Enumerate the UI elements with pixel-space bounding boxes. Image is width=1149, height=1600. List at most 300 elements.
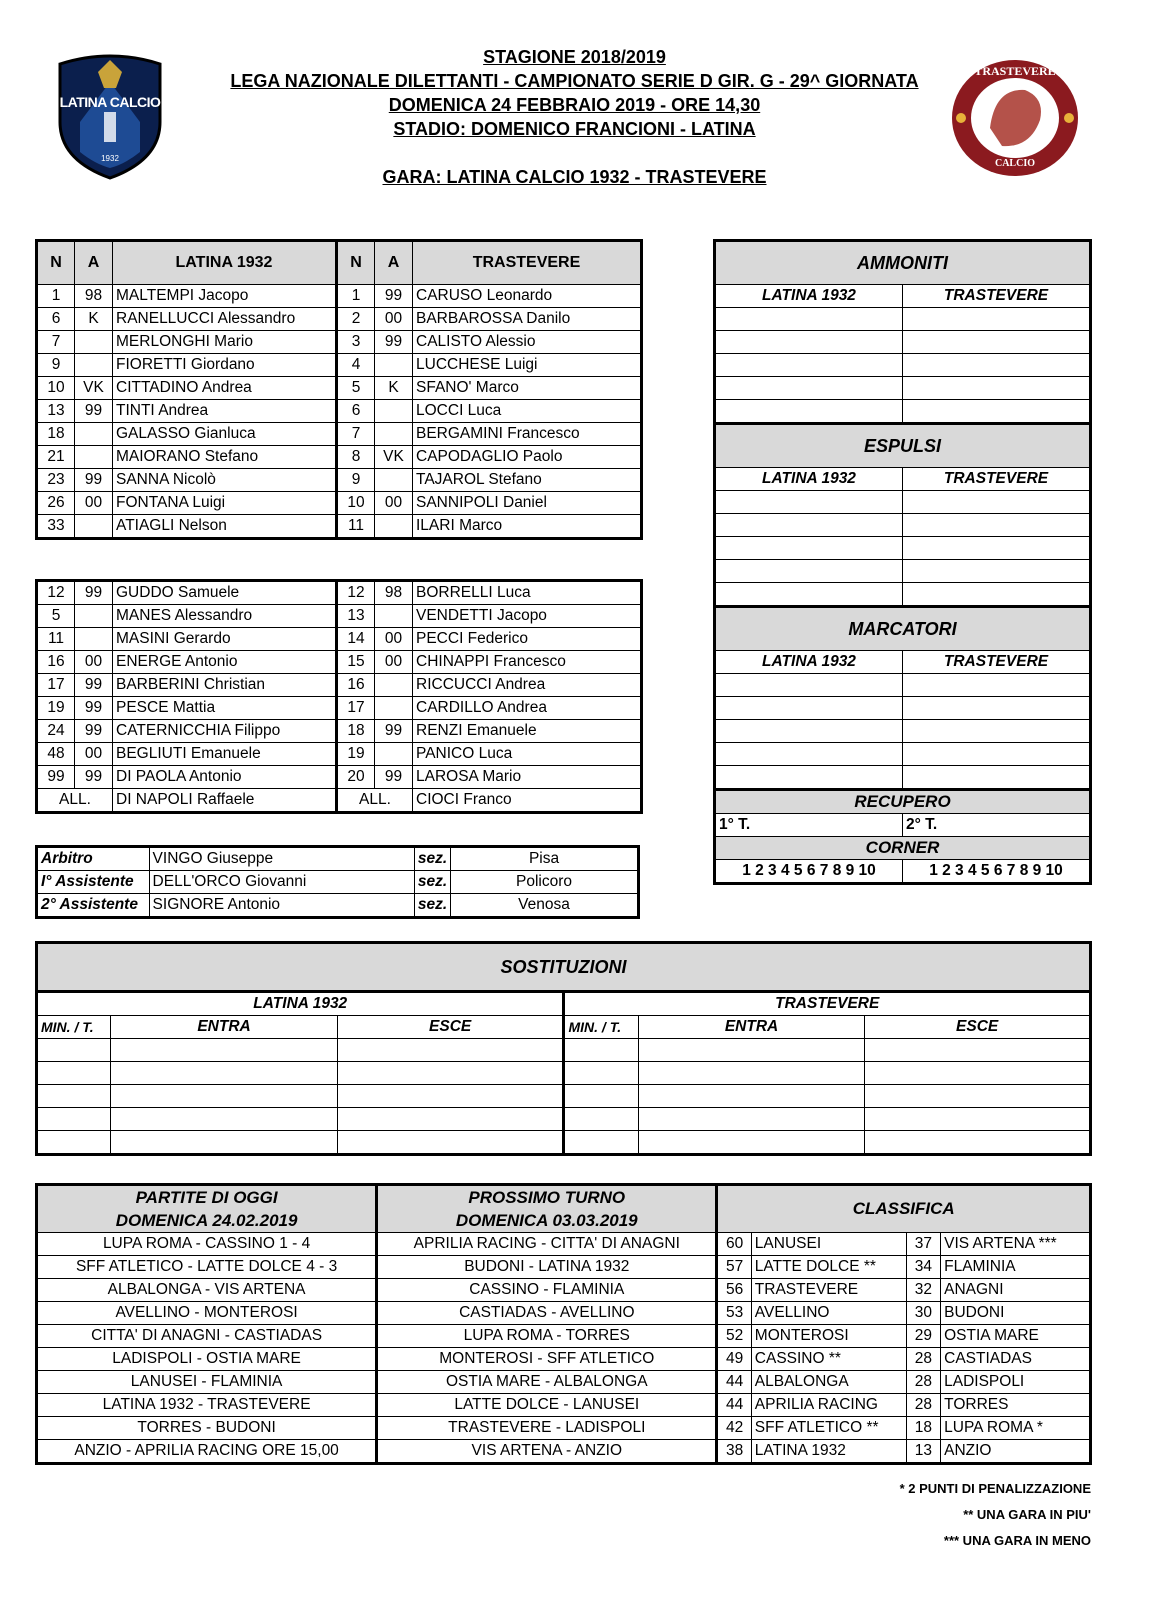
standing-team: VIS ARTENA ***	[941, 1233, 1091, 1256]
away-annotation	[375, 515, 413, 539]
player-row	[37, 400, 642, 423]
home-annotation	[75, 605, 113, 628]
away-number: 4	[337, 354, 375, 377]
substitution-row	[37, 1039, 1091, 1062]
away-annotation: 99	[375, 331, 413, 354]
substitution-row	[37, 1131, 1091, 1155]
away-number: 3	[337, 331, 375, 354]
player-row	[37, 697, 642, 720]
blank-cell	[903, 697, 1091, 720]
blank-cell	[715, 377, 903, 400]
standing-team: AVELLINO	[751, 1302, 906, 1325]
standing-team: OSTIA MARE	[941, 1325, 1091, 1348]
substitutions-table	[35, 941, 1092, 1156]
home-number: 6	[37, 308, 75, 331]
home-number: 11	[37, 628, 75, 651]
marcatori-title: MARCATORI	[715, 607, 1091, 651]
home-player: MASINI Gerardo	[113, 628, 337, 651]
standing-points: 32	[906, 1279, 940, 1302]
next-match: CASSINO - FLAMINIA	[377, 1279, 717, 1302]
blank-cell	[37, 1062, 111, 1085]
results-table	[35, 1183, 1092, 1465]
prox-date: DOMENICA 03.03.2019	[455, 1211, 638, 1230]
standing-team: TRASTEVERE	[751, 1279, 906, 1302]
player-row	[37, 285, 642, 308]
away-number: 15	[337, 651, 375, 674]
blank-cell	[865, 1085, 1091, 1108]
home-player: PESCE Mattia	[113, 697, 337, 720]
away-player: LOCCI Luca	[413, 400, 642, 423]
results-row	[37, 1302, 1091, 1325]
blank-row	[715, 583, 1091, 607]
away-player: PECCI Federico	[413, 628, 642, 651]
prox-header	[377, 1185, 717, 1233]
standing-points: 49	[717, 1348, 751, 1371]
player-row	[37, 492, 642, 515]
blank-cell	[715, 720, 903, 743]
away-player: CHINAPPI Francesco	[413, 651, 642, 674]
results-row	[37, 1348, 1091, 1371]
blank-cell	[903, 583, 1091, 607]
blank-cell	[903, 354, 1091, 377]
oggi-title: PARTITE DI OGGI	[135, 1188, 278, 1207]
official-city: Venosa	[451, 894, 639, 918]
blank-cell	[638, 1085, 865, 1108]
away-number: 7	[337, 423, 375, 446]
blank-cell	[564, 1085, 638, 1108]
home-player: TINTI Andrea	[113, 400, 337, 423]
away-player: PANICO Luca	[413, 743, 642, 766]
coaches-row	[37, 789, 642, 813]
home-number: 23	[37, 469, 75, 492]
official-name: SIGNORE Antonio	[149, 894, 414, 918]
recupero-t1: 1° T.	[715, 814, 903, 837]
blank-cell	[903, 743, 1091, 766]
next-match: LATTE DOLCE - LANUSEI	[377, 1394, 717, 1417]
next-match: BUDONI - LATINA 1932	[377, 1256, 717, 1279]
marcatori-away: TRASTEVERE	[903, 651, 1091, 674]
standing-team: CASTIADAS	[941, 1348, 1091, 1371]
home-annotation: 00	[75, 743, 113, 766]
blank-cell	[865, 1062, 1091, 1085]
home-number: 33	[37, 515, 75, 539]
match-date: DOMENICA 24 FEBBRAIO 2019 - ORE 14,30	[388, 95, 761, 115]
official-sez: sez.	[414, 871, 450, 894]
blank-cell	[337, 1039, 564, 1062]
player-row	[37, 308, 642, 331]
player-row	[37, 674, 642, 697]
player-row	[37, 469, 642, 492]
home-player: MAIORANO Stefano	[113, 446, 337, 469]
standing-team: BUDONI	[941, 1302, 1091, 1325]
standing-points: 30	[906, 1302, 940, 1325]
blank-cell	[865, 1039, 1091, 1062]
blank-cell	[564, 1108, 638, 1131]
away-number: 11	[337, 515, 375, 539]
away-annotation: 99	[375, 285, 413, 308]
away-annotation	[375, 674, 413, 697]
home-player: FIORETTI Giordano	[113, 354, 337, 377]
events-panel	[713, 239, 1092, 885]
away-annotation	[375, 743, 413, 766]
standing-points: 13	[906, 1440, 940, 1464]
substitution-row	[37, 1085, 1091, 1108]
away-player: CALISTO Alessio	[413, 331, 642, 354]
corner-title: CORNER	[715, 837, 1091, 860]
blank-row	[715, 331, 1091, 354]
home-number: 24	[37, 720, 75, 743]
blank-cell	[903, 400, 1091, 424]
classifica-title: CLASSIFICA	[717, 1185, 1091, 1233]
standing-team: LANUSEI	[751, 1233, 906, 1256]
away-annotation: 00	[375, 651, 413, 674]
home-number: 19	[37, 697, 75, 720]
league-title: LEGA NAZIONALE DILETTANTI - CAMPIONATO SERIE D GIR. G - 29^ GIORNATA	[230, 71, 919, 91]
blank-cell	[715, 514, 903, 537]
away-number: 13	[337, 605, 375, 628]
header-a-home: A	[75, 241, 113, 285]
header-a-away: A	[375, 241, 413, 285]
home-annotation: 98	[75, 285, 113, 308]
home-annotation: 00	[75, 492, 113, 515]
today-match: TORRES - BUDONI	[37, 1417, 377, 1440]
officials-table	[35, 845, 640, 919]
espulsi-title: ESPULSI	[715, 424, 1091, 468]
today-match: LATINA 1932 - TRASTEVERE	[37, 1394, 377, 1417]
blank-cell	[111, 1039, 338, 1062]
home-player: ENERGE Antonio	[113, 651, 337, 674]
subs-away-esce: ESCE	[865, 1016, 1091, 1039]
player-row	[37, 720, 642, 743]
away-number: 19	[337, 743, 375, 766]
player-row	[37, 766, 642, 789]
match-title: GARA: LATINA CALCIO 1932 - TRASTEVERE	[382, 167, 767, 187]
away-annotation: 00	[375, 308, 413, 331]
away-annotation	[375, 697, 413, 720]
standing-points: 42	[717, 1417, 751, 1440]
home-number: 16	[37, 651, 75, 674]
away-number: 16	[337, 674, 375, 697]
blank-cell	[638, 1062, 865, 1085]
subs-away-min: MIN. / T.	[564, 1016, 638, 1039]
standing-points: 34	[906, 1256, 940, 1279]
blank-row	[715, 766, 1091, 790]
sostituzioni-title: SOSTITUZIONI	[37, 943, 1091, 992]
coach-away: CIOCI Franco	[413, 789, 642, 813]
away-number: 9	[337, 469, 375, 492]
player-row	[37, 423, 642, 446]
home-player: GUDDO Samuele	[113, 581, 337, 605]
away-number: 14	[337, 628, 375, 651]
official-sez: sez.	[414, 847, 450, 871]
subs-home-entra: ENTRA	[111, 1016, 338, 1039]
home-annotation: 99	[75, 469, 113, 492]
away-annotation: 99	[375, 720, 413, 743]
standing-team: ANAGNI	[941, 1279, 1091, 1302]
player-row	[37, 446, 642, 469]
results-row	[37, 1371, 1091, 1394]
away-number: 18	[337, 720, 375, 743]
blank-row	[715, 491, 1091, 514]
home-annotation: 99	[75, 697, 113, 720]
official-name: VINGO Giuseppe	[149, 847, 414, 871]
home-player: DI PAOLA Antonio	[113, 766, 337, 789]
home-player: RANELLUCCI Alessandro	[113, 308, 337, 331]
blank-cell	[865, 1108, 1091, 1131]
next-match: MONTEROSI - SFF ATLETICO	[377, 1348, 717, 1371]
blank-cell	[715, 560, 903, 583]
note-less-game: *** UNA GARA IN MENO	[943, 1533, 1091, 1548]
home-annotation	[75, 446, 113, 469]
home-annotation	[75, 354, 113, 377]
blank-cell	[37, 1131, 111, 1155]
substitution-row	[37, 1108, 1091, 1131]
away-player: SANNIPOLI Daniel	[413, 492, 642, 515]
blank-cell	[715, 583, 903, 607]
away-number: 10	[337, 492, 375, 515]
away-player: RICCUCCI Andrea	[413, 674, 642, 697]
stadium: STADIO: DOMENICO FRANCIONI - LATINA	[393, 119, 756, 139]
standing-team: LUPA ROMA *	[941, 1417, 1091, 1440]
blank-cell	[715, 697, 903, 720]
standing-team: ALBALONGA	[751, 1371, 906, 1394]
away-player: ILARI Marco	[413, 515, 642, 539]
blank-cell	[337, 1085, 564, 1108]
away-number: 2	[337, 308, 375, 331]
today-match: CITTA' DI ANAGNI - CASTIADAS	[37, 1325, 377, 1348]
today-match: LADISPOLI - OSTIA MARE	[37, 1348, 377, 1371]
away-annotation: 00	[375, 492, 413, 515]
home-player: MALTEMPI Jacopo	[113, 285, 337, 308]
next-match: TRASTEVERE - LADISPOLI	[377, 1417, 717, 1440]
next-match: LUPA ROMA - TORRES	[377, 1325, 717, 1348]
blank-cell	[111, 1085, 338, 1108]
blank-cell	[903, 560, 1091, 583]
corner-home: 1 2 3 4 5 6 7 8 9 10	[715, 860, 903, 884]
standing-points: 44	[717, 1394, 751, 1417]
home-number: 17	[37, 674, 75, 697]
blank-row	[715, 720, 1091, 743]
home-player: GALASSO Gianluca	[113, 423, 337, 446]
standing-points: 56	[717, 1279, 751, 1302]
away-annotation: 98	[375, 581, 413, 605]
blank-row	[715, 697, 1091, 720]
ammoniti-title: AMMONITI	[715, 241, 1091, 285]
standing-team: ANZIO	[941, 1440, 1091, 1464]
blank-cell	[337, 1062, 564, 1085]
home-number: 1	[37, 285, 75, 308]
official-row	[37, 847, 639, 871]
standing-points: 38	[717, 1440, 751, 1464]
home-number: 21	[37, 446, 75, 469]
home-number: 12	[37, 581, 75, 605]
home-number: 5	[37, 605, 75, 628]
standing-points: 37	[906, 1233, 940, 1256]
coach-label-home: ALL.	[37, 789, 113, 813]
player-row	[37, 377, 642, 400]
blank-cell	[564, 1131, 638, 1155]
blank-cell	[903, 491, 1091, 514]
blank-cell	[715, 354, 903, 377]
standing-points: 53	[717, 1302, 751, 1325]
coach-home: DI NAPOLI Raffaele	[113, 789, 337, 813]
blank-cell	[903, 377, 1091, 400]
official-role: 2° Assistente	[37, 894, 150, 918]
today-match: ALBALONGA - VIS ARTENA	[37, 1279, 377, 1302]
player-row	[37, 354, 642, 377]
blank-cell	[903, 537, 1091, 560]
today-match: AVELLINO - MONTEROSI	[37, 1302, 377, 1325]
standing-team: SFF ATLETICO **	[751, 1417, 906, 1440]
season-title: STAGIONE 2018/2019	[483, 47, 666, 67]
away-player: RENZI Emanuele	[413, 720, 642, 743]
blank-cell	[37, 1039, 111, 1062]
standing-points: 29	[906, 1325, 940, 1348]
coach-label-away: ALL.	[337, 789, 413, 813]
standing-points: 60	[717, 1233, 751, 1256]
today-match: LUPA ROMA - CASSINO 1 - 4	[37, 1233, 377, 1256]
away-player: CARDILLO Andrea	[413, 697, 642, 720]
home-player: FONTANA Luigi	[113, 492, 337, 515]
home-annotation	[75, 331, 113, 354]
blank-cell	[638, 1131, 865, 1155]
home-annotation	[75, 515, 113, 539]
home-player: BARBERINI Christian	[113, 674, 337, 697]
latina-logo-year: 1932	[101, 154, 119, 163]
player-row	[37, 515, 642, 539]
away-number: 6	[337, 400, 375, 423]
results-row	[37, 1440, 1091, 1464]
home-number: 7	[37, 331, 75, 354]
trastevere-logo-sub: CALCIO	[994, 158, 1035, 169]
blank-row	[715, 560, 1091, 583]
trastevere-logo-text: TRASTEVERE	[974, 64, 1056, 78]
away-player: SFANO' Marco	[413, 377, 642, 400]
next-match: VIS ARTENA - ANZIO	[377, 1440, 717, 1464]
blank-row	[715, 377, 1091, 400]
standing-team: APRILIA RACING	[751, 1394, 906, 1417]
header-n-away: N	[337, 241, 375, 285]
prox-title: PROSSIMO TURNO	[468, 1188, 626, 1207]
standing-points: 28	[906, 1394, 940, 1417]
espulsi-home: LATINA 1932	[715, 468, 903, 491]
blank-cell	[715, 491, 903, 514]
away-player: LUCCHESE Luigi	[413, 354, 642, 377]
blank-row	[715, 743, 1091, 766]
away-annotation: K	[375, 377, 413, 400]
blank-cell	[111, 1108, 338, 1131]
home-number: 9	[37, 354, 75, 377]
blank-cell	[564, 1062, 638, 1085]
home-annotation	[75, 423, 113, 446]
player-row	[37, 581, 642, 605]
standing-team: LATTE DOLCE **	[751, 1256, 906, 1279]
recupero-t2: 2° T.	[903, 814, 1091, 837]
home-annotation: K	[75, 308, 113, 331]
blank-row	[715, 674, 1091, 697]
official-sez: sez.	[414, 894, 450, 918]
official-city: Pisa	[451, 847, 639, 871]
blank-cell	[715, 400, 903, 424]
home-annotation: 00	[75, 651, 113, 674]
next-match: CASTIADAS - AVELLINO	[377, 1302, 717, 1325]
latina-logo	[50, 52, 170, 180]
official-name: DELL'ORCO Giovanni	[149, 871, 414, 894]
blank-cell	[337, 1108, 564, 1131]
home-annotation: 99	[75, 400, 113, 423]
away-annotation: 99	[375, 766, 413, 789]
blank-cell	[715, 674, 903, 697]
home-player: SANNA Nicolò	[113, 469, 337, 492]
header-n-home: N	[37, 241, 75, 285]
away-number: 8	[337, 446, 375, 469]
corner-away: 1 2 3 4 5 6 7 8 9 10	[903, 860, 1091, 884]
home-player: MERLONGHI Mario	[113, 331, 337, 354]
results-row	[37, 1256, 1091, 1279]
home-annotation: VK	[75, 377, 113, 400]
standing-points: 18	[906, 1417, 940, 1440]
blank-row	[715, 537, 1091, 560]
away-player: BORRELLI Luca	[413, 581, 642, 605]
home-annotation	[75, 628, 113, 651]
next-match: OSTIA MARE - ALBALONGA	[377, 1371, 717, 1394]
home-number: 48	[37, 743, 75, 766]
results-row	[37, 1417, 1091, 1440]
away-annotation	[375, 605, 413, 628]
home-player: MANES Alessandro	[113, 605, 337, 628]
today-match: SFF ATLETICO - LATTE DOLCE 4 - 3	[37, 1256, 377, 1279]
official-role: Arbitro	[37, 847, 150, 871]
home-number: 10	[37, 377, 75, 400]
official-role: I° Assistente	[37, 871, 150, 894]
today-match: LANUSEI - FLAMINIA	[37, 1371, 377, 1394]
official-row	[37, 894, 639, 918]
blank-cell	[37, 1085, 111, 1108]
blank-cell	[638, 1108, 865, 1131]
standing-team: MONTEROSI	[751, 1325, 906, 1348]
blank-cell	[337, 1131, 564, 1155]
away-annotation	[375, 423, 413, 446]
official-row	[37, 871, 639, 894]
home-player: BEGLIUTI Emanuele	[113, 743, 337, 766]
blank-cell	[903, 766, 1091, 790]
standing-points: 44	[717, 1371, 751, 1394]
subs-home-min: MIN. / T.	[37, 1016, 111, 1039]
home-number: 18	[37, 423, 75, 446]
home-player: ATIAGLI Nelson	[113, 515, 337, 539]
away-annotation: 00	[375, 628, 413, 651]
results-row	[37, 1233, 1091, 1256]
blank-cell	[715, 537, 903, 560]
blank-cell	[715, 766, 903, 790]
header-home-team: LATINA 1932	[113, 241, 337, 285]
player-row	[37, 331, 642, 354]
player-row	[37, 743, 642, 766]
home-annotation: 99	[75, 674, 113, 697]
home-number: 13	[37, 400, 75, 423]
results-row	[37, 1279, 1091, 1302]
blank-cell	[903, 308, 1091, 331]
subs-home-team: LATINA 1932	[37, 992, 564, 1016]
standing-points: 28	[906, 1371, 940, 1394]
substitution-row	[37, 1062, 1091, 1085]
ammoniti-away: TRASTEVERE	[903, 285, 1091, 308]
player-row	[37, 651, 642, 674]
blank-cell	[111, 1062, 338, 1085]
next-match: APRILIA RACING - CITTA' DI ANAGNI	[377, 1233, 717, 1256]
blank-row	[715, 354, 1091, 377]
away-player: VENDETTI Jacopo	[413, 605, 642, 628]
